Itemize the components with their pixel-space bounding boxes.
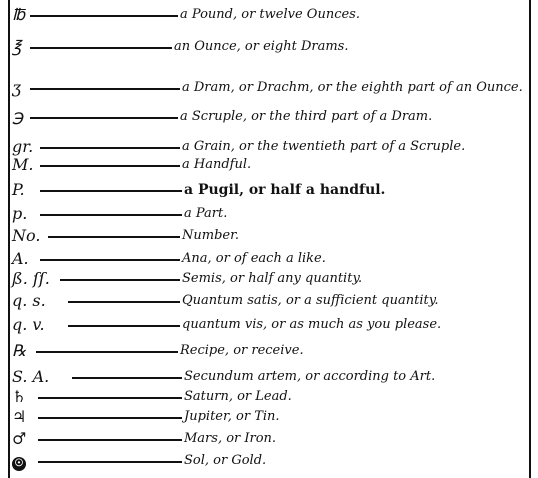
scruple-symbol: ℈ (12, 107, 24, 126)
dram-symbol: ʒ (12, 78, 22, 97)
entry-definition: Saturn, or Lead. (184, 389, 292, 404)
entry-definition: Number. (182, 228, 240, 243)
entry-definition: a Part. (184, 206, 228, 221)
leader-line (40, 165, 180, 167)
leader-line (40, 214, 182, 216)
entry-definition: Secundum artem, or according to Art. (184, 369, 436, 384)
entry-definition: a Pound, or twelve Ounces. (180, 7, 360, 22)
leader-line (36, 351, 178, 353)
entry-scruple (12, 106, 526, 130)
ana-symbol: A. (12, 249, 29, 268)
leader-line (38, 417, 182, 419)
sun-icon: ☉ (12, 457, 26, 471)
leader-line (40, 259, 180, 261)
entry-jupiter (12, 406, 526, 430)
entry-pugil (12, 179, 526, 203)
entry-definition: Sol, or Gold. (184, 453, 267, 468)
leader-line (68, 325, 180, 327)
semis-symbol: ß. ſſ. (12, 269, 50, 288)
entry-pound (12, 4, 526, 28)
leader-line (38, 397, 182, 399)
leader-line (30, 117, 178, 119)
leader-line (72, 377, 182, 379)
leader-line (68, 301, 180, 303)
entry-recipe (12, 340, 526, 364)
grain-symbol: gr. (12, 137, 34, 156)
entry-definition: Quantum satis, or a sufficient quantity. (182, 293, 439, 308)
entry-definition: a Grain, or the twentieth part of a Scruple. (182, 139, 466, 154)
entry-definition: Ana, or of each a like. (182, 251, 326, 266)
entry-definition: a Pugil, or half a handful. (184, 182, 386, 198)
entry-mars (12, 428, 526, 452)
entry-number (12, 225, 526, 249)
entry-definition: Semis, or half any quantity. (182, 271, 363, 286)
leader-line (30, 47, 172, 49)
leader-line (38, 461, 182, 463)
entry-quantum-satis (12, 290, 526, 314)
entry-definition: a Scruple, or the third part of a Dram. (180, 109, 433, 124)
secundum-artem-symbol: S. A. (12, 367, 50, 386)
entry-definition: an Ounce, or eight Drams. (174, 39, 349, 54)
leader-line (38, 439, 182, 441)
entry-semis (12, 268, 526, 292)
sol-icon (12, 452, 26, 471)
entry-part (12, 203, 526, 227)
entry-handful (12, 154, 526, 178)
leader-line (60, 279, 180, 281)
leader-line (30, 15, 178, 17)
entry-dram (12, 77, 526, 101)
quantum-satis-symbol: q. s. (12, 291, 46, 310)
leader-line (48, 236, 180, 238)
leader-line (40, 190, 182, 192)
quantum-vis-symbol: q. v. (12, 315, 45, 334)
pound-symbol: ℔ (12, 5, 26, 24)
mars-icon: ♂ (12, 429, 27, 448)
jupiter-icon: ♃ (12, 407, 27, 426)
entry-definition: a Handful. (182, 157, 252, 172)
saturn-icon: ♄ (12, 387, 27, 406)
entry-quantum-vis (12, 314, 526, 338)
leader-line (30, 88, 180, 90)
left-margin-rule (8, 0, 10, 478)
ounce-symbol: ℥ (12, 37, 22, 56)
handful-symbol: M. (12, 155, 34, 174)
entry-definition: Jupiter, or Tin. (184, 409, 280, 424)
part-symbol: p. (12, 204, 28, 223)
leader-line (40, 147, 180, 149)
entry-ounce (12, 36, 526, 60)
number-symbol: No. (12, 226, 41, 245)
entry-sol (12, 450, 526, 474)
entry-definition: Mars, or Iron. (184, 431, 277, 446)
right-margin-rule (529, 0, 531, 478)
pugil-symbol: P. (12, 180, 25, 199)
entry-definition: Recipe, or receive. (180, 343, 304, 358)
entry-definition: a Dram, or Drachm, or the eighth part of an Ounce. (182, 80, 523, 95)
entry-definition: quantum vis, or as much as you please. (182, 317, 442, 332)
recipe-symbol: ℞ (12, 341, 27, 360)
